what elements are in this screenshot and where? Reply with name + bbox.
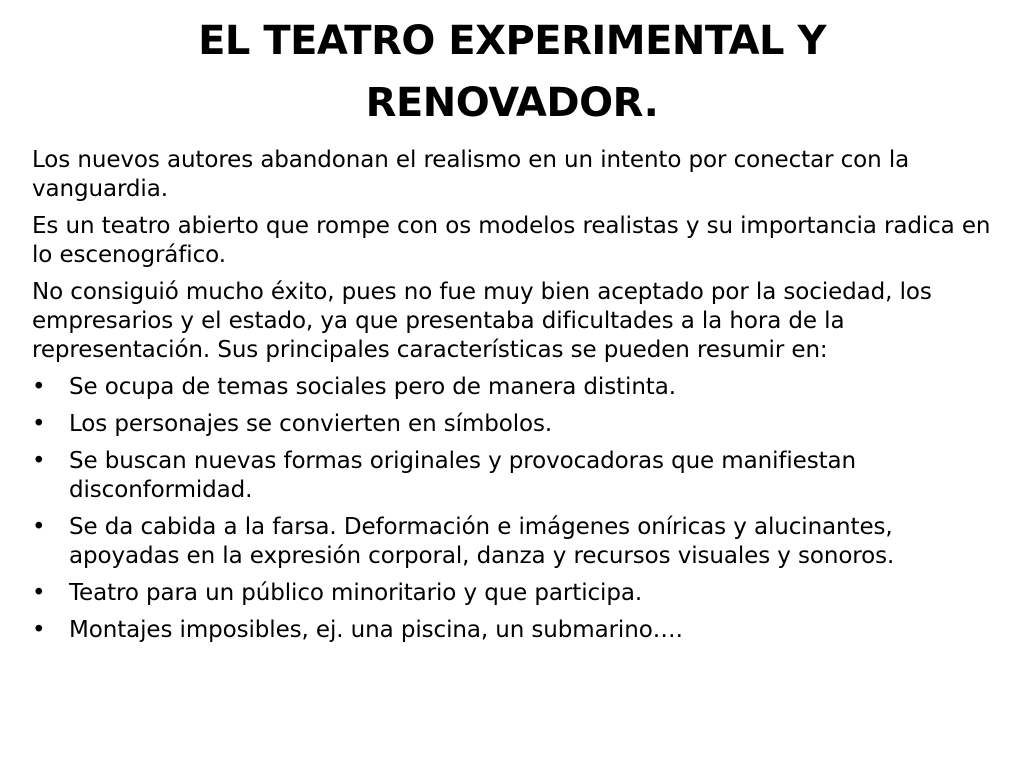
bullet-icon: • xyxy=(32,514,46,540)
slide-body xyxy=(32,146,992,653)
bullet-item xyxy=(32,410,992,439)
bullet-text: Los personajes se convierten en símbolos. xyxy=(69,411,553,437)
bullet-item xyxy=(32,447,992,505)
bullet-icon: • xyxy=(32,617,46,643)
bullet-item xyxy=(32,579,992,608)
paragraph: Los nuevos autores abandonan el realismo en un intento por conectar con la vanguardia. xyxy=(32,147,910,202)
paragraph: Es un teatro abierto que rompe con os modelos realistas y su importancia radica en lo escenográfico. xyxy=(32,213,991,268)
slide-title-line-1: EL TEATRO EXPERIMENTAL Y xyxy=(198,18,826,64)
bullet-list xyxy=(32,373,992,645)
slide-title-line-2: RENOVADOR. xyxy=(365,80,659,126)
slide-title xyxy=(0,10,1024,134)
bullet-item xyxy=(32,373,992,402)
bullet-icon: • xyxy=(32,411,46,437)
bullet-text: Montajes imposibles, ej. una piscina, un submarino…. xyxy=(69,617,683,643)
bullet-item xyxy=(32,513,992,571)
bullet-text: Se buscan nuevas formas originales y provocadoras que manifiestan disconformidad. xyxy=(69,448,856,503)
bullet-text: Teatro para un público minoritario y que participa. xyxy=(69,580,643,606)
bullet-icon: • xyxy=(32,448,46,474)
bullet-item xyxy=(32,616,992,645)
paragraph: No consiguió mucho éxito, pues no fue muy bien aceptado por la sociedad, los empresarios y el estado, ya que presentaba dificultades a la hora de la representación. Sus principales características se pueden resumir en: xyxy=(32,279,932,363)
bullet-icon: • xyxy=(32,580,46,606)
bullet-text: Se ocupa de temas sociales pero de manera distinta. xyxy=(69,374,676,400)
bullet-text: Se da cabida a la farsa. Deformación e imágenes oníricas y alucinantes, apoyadas en la expresión corporal, danza y recursos visuales y sonoros. xyxy=(69,514,895,569)
bullet-icon: • xyxy=(32,374,46,400)
